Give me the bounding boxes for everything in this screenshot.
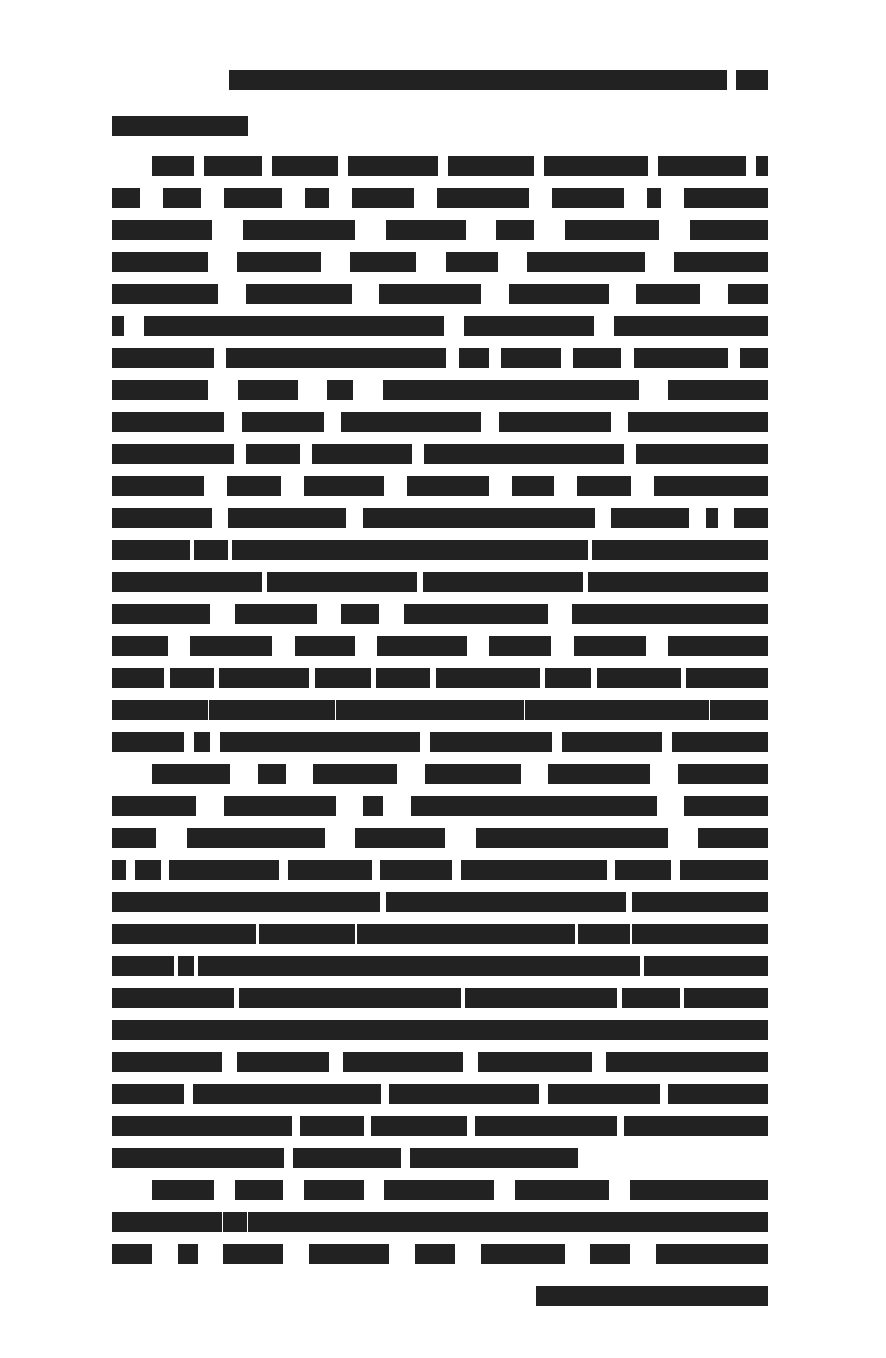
redacted-word	[246, 444, 300, 464]
redacted-word	[112, 1244, 152, 1264]
redacted-word	[684, 796, 768, 816]
redacted-word	[300, 1116, 364, 1136]
redacted-word	[152, 1180, 214, 1200]
redacted-word	[515, 1180, 609, 1200]
redacted-word	[228, 508, 346, 528]
paragraph-1-line	[112, 444, 768, 466]
redacted-word	[223, 1244, 283, 1264]
redacted-word	[654, 476, 768, 496]
redacted-word	[232, 540, 588, 560]
redacted-word	[523, 1020, 650, 1040]
redacted-word	[690, 220, 768, 240]
redacted-word	[112, 188, 140, 208]
redacted-word	[112, 668, 164, 688]
redacted-word	[229, 70, 727, 90]
redacted-word	[239, 700, 335, 720]
redacted-word	[357, 924, 575, 944]
redacted-word	[312, 444, 412, 464]
redacted-word	[239, 988, 461, 1008]
paragraph-1-line	[112, 668, 768, 690]
redacted-word	[112, 220, 212, 240]
paragraph-1-line	[112, 188, 768, 210]
paragraph-1-line	[112, 604, 768, 626]
redacted-word	[622, 988, 680, 1008]
redacted-word	[163, 188, 201, 208]
redacted-word	[572, 604, 768, 624]
redacted-word	[112, 1148, 284, 1168]
redacted-word	[112, 988, 234, 1008]
redacted-word	[614, 316, 768, 336]
redacted-word	[313, 764, 397, 784]
redacted-word	[636, 444, 768, 464]
redacted-word	[112, 860, 126, 880]
redacted-word	[112, 476, 204, 496]
paragraph-2-line	[152, 764, 768, 786]
redacted-word	[341, 412, 481, 432]
redacted-word	[293, 1148, 401, 1168]
redacted-word	[734, 508, 768, 528]
redacted-word	[425, 764, 521, 784]
redacted-word	[170, 668, 214, 688]
redacted-word	[624, 1116, 768, 1136]
redacted-word	[415, 1244, 455, 1264]
paragraph-1-line	[112, 252, 768, 274]
redacted-word	[112, 956, 174, 976]
redacted-word	[193, 1084, 381, 1104]
running-header	[220, 70, 768, 92]
redacted-word	[552, 188, 624, 208]
redacted-word	[152, 764, 230, 784]
redacted-word	[376, 668, 430, 688]
paragraph-2-line	[112, 1052, 768, 1074]
redacted-word	[267, 572, 417, 592]
redacted-word	[448, 156, 534, 176]
redacted-word	[436, 668, 540, 688]
paragraph-1-line	[112, 412, 768, 434]
redacted-word	[224, 188, 282, 208]
section-heading-line	[112, 116, 257, 138]
redacted-word	[194, 732, 210, 752]
redacted-word	[465, 988, 617, 1008]
redacted-word	[512, 476, 554, 496]
redacted-word	[410, 1148, 578, 1168]
redacted-word	[305, 188, 329, 208]
redacted-word	[545, 668, 591, 688]
redacted-word	[674, 252, 768, 272]
redacted-word	[112, 284, 218, 304]
paragraph-1-line	[152, 156, 768, 178]
paragraph-2-line	[112, 828, 768, 850]
redacted-word	[380, 860, 452, 880]
redacted-word	[411, 796, 657, 816]
redacted-word	[242, 412, 324, 432]
redacted-word	[178, 956, 194, 976]
redacted-word	[315, 668, 371, 688]
redacted-word	[573, 348, 621, 368]
redacted-word	[562, 732, 662, 752]
paragraph-1-line	[112, 316, 768, 338]
redacted-word	[464, 316, 594, 336]
redacted-word	[656, 1244, 768, 1264]
redacted-word	[536, 1286, 768, 1306]
redacted-word	[379, 284, 481, 304]
redacted-word	[288, 860, 372, 880]
redacted-word	[187, 828, 325, 848]
paragraph-1-line	[112, 572, 768, 594]
redacted-word	[169, 860, 279, 880]
redacted-word	[423, 572, 583, 592]
redacted-word	[377, 636, 467, 656]
paragraph-1-line	[112, 476, 768, 498]
redacted-word	[363, 796, 383, 816]
redacted-word	[246, 284, 352, 304]
redacted-word	[112, 796, 196, 816]
redacted-word	[384, 1180, 494, 1200]
redacted-word	[668, 1084, 768, 1104]
redacted-word	[152, 156, 194, 176]
redacted-word	[223, 1212, 247, 1232]
redacted-word	[686, 668, 768, 688]
paragraph-3-line	[152, 1180, 768, 1202]
paragraph-2-line	[112, 1020, 768, 1042]
redacted-word	[525, 700, 625, 720]
redacted-word	[588, 572, 768, 592]
paragraph-3-line	[112, 1244, 768, 1266]
redacted-word	[112, 1212, 222, 1232]
redacted-word	[198, 956, 640, 976]
paragraph-2-line	[112, 956, 768, 978]
redacted-word	[112, 892, 380, 912]
paragraph-2-line	[112, 1084, 768, 1106]
redacted-word	[235, 1180, 283, 1200]
redacted-word	[548, 1084, 660, 1104]
redacted-word	[430, 732, 552, 752]
redacted-word	[565, 220, 659, 240]
redacted-word	[668, 380, 768, 400]
redacted-word	[224, 796, 336, 816]
redacted-word	[578, 924, 630, 944]
redacted-word	[496, 220, 534, 240]
redacted-word	[371, 1116, 467, 1136]
redacted-word	[248, 1212, 768, 1232]
redacted-word	[592, 540, 768, 560]
redacted-word	[327, 380, 353, 400]
redacted-word	[424, 444, 624, 464]
redacted-word	[226, 348, 446, 368]
redacted-word	[112, 508, 212, 528]
redacted-word	[227, 476, 281, 496]
redacted-word	[509, 284, 609, 304]
redacted-word	[459, 348, 489, 368]
redacted-word	[527, 252, 645, 272]
paragraph-1-line	[112, 220, 768, 242]
redacted-word	[363, 508, 595, 528]
redacted-word	[597, 668, 681, 688]
redacted-word	[672, 732, 768, 752]
redacted-word	[389, 1084, 539, 1104]
redacted-word	[304, 1180, 364, 1200]
redacted-word	[680, 860, 768, 880]
paragraph-1-line	[112, 700, 768, 722]
redacted-word	[544, 156, 648, 176]
redacted-word	[632, 892, 768, 912]
paragraph-2-line	[112, 892, 768, 914]
redacted-word	[407, 476, 489, 496]
redacted-word	[209, 700, 239, 720]
redacted-word	[630, 1180, 768, 1200]
redacted-word	[644, 956, 768, 976]
redacted-word	[386, 892, 626, 912]
paragraph-1-line	[112, 348, 768, 370]
redacted-word	[112, 924, 256, 944]
redacted-word	[258, 764, 286, 784]
redacted-word	[499, 412, 611, 432]
redacted-word	[112, 732, 184, 752]
redacted-word	[112, 636, 168, 656]
redacted-word	[190, 636, 272, 656]
paragraph-2-line	[112, 988, 768, 1010]
redacted-word	[736, 70, 768, 90]
redacted-word	[668, 636, 768, 656]
redacted-word	[574, 636, 646, 656]
redacted-word	[112, 1020, 328, 1040]
redacted-word	[112, 1084, 184, 1104]
redacted-word	[112, 1052, 222, 1072]
redacted-word	[112, 252, 208, 272]
redacted-word	[611, 508, 689, 528]
paragraph-1-line	[112, 732, 768, 754]
redacted-word	[112, 604, 210, 624]
paragraph-1-line	[112, 380, 768, 402]
redacted-word	[728, 284, 768, 304]
redacted-word	[606, 1052, 768, 1072]
redacted-word	[632, 924, 768, 944]
redacted-word	[112, 828, 156, 848]
redacted-word	[259, 924, 355, 944]
paragraph-3-line	[112, 1212, 768, 1234]
redacted-word	[636, 284, 700, 304]
redacted-word	[336, 700, 524, 720]
redacted-word	[135, 860, 161, 880]
redacted-word	[476, 828, 668, 848]
redacted-word	[237, 252, 321, 272]
redacted-word	[235, 604, 317, 624]
redacted-word	[355, 828, 445, 848]
redacted-word	[625, 700, 709, 720]
redacted-word	[386, 220, 466, 240]
redacted-word	[112, 700, 208, 720]
redacted-word	[634, 348, 728, 368]
paragraph-2-line	[112, 860, 768, 882]
redacted-word	[112, 1116, 292, 1136]
redacted-word	[220, 732, 420, 752]
redacted-word	[304, 476, 384, 496]
redacted-word	[404, 604, 548, 624]
redacted-word	[112, 380, 208, 400]
paragraph-2-line	[112, 1148, 587, 1170]
redacted-word	[698, 828, 768, 848]
redacted-word	[489, 636, 551, 656]
redacted-word	[350, 252, 416, 272]
redacted-word	[348, 156, 438, 176]
redacted-word	[219, 668, 309, 688]
footer-line	[527, 1286, 768, 1308]
redacted-word	[383, 380, 639, 400]
redacted-word	[678, 764, 768, 784]
redacted-word	[341, 604, 379, 624]
redacted-word	[649, 1020, 733, 1040]
redacted-word	[628, 412, 768, 432]
redacted-word	[740, 348, 768, 368]
redacted-word	[684, 988, 768, 1008]
redacted-word	[112, 412, 224, 432]
redacted-word	[272, 156, 338, 176]
redacted-word	[144, 316, 444, 336]
redacted-word	[756, 156, 768, 176]
redacted-word	[112, 572, 262, 592]
redacted-word	[577, 476, 631, 496]
redacted-word	[478, 1052, 592, 1072]
redacted-word	[548, 764, 650, 784]
redacted-word	[446, 252, 498, 272]
redacted-word	[647, 188, 661, 208]
redacted-word	[112, 348, 214, 368]
redacted-word	[243, 220, 355, 240]
redacted-word	[328, 1020, 523, 1040]
redacted-word	[733, 1020, 768, 1040]
redacted-word	[238, 380, 298, 400]
redacted-word	[352, 188, 414, 208]
redacted-word	[658, 156, 746, 176]
paragraph-2-line	[112, 1116, 768, 1138]
redacted-word	[112, 316, 124, 336]
redacted-word	[112, 444, 234, 464]
redacted-word	[178, 1244, 198, 1264]
redacted-word	[461, 860, 607, 880]
redacted-word	[475, 1116, 617, 1136]
redacted-word	[237, 1052, 329, 1072]
redacted-word	[194, 540, 228, 560]
redacted-word	[706, 508, 718, 528]
paragraph-2-line	[112, 796, 768, 818]
redacted-word	[437, 188, 529, 208]
redacted-word	[684, 188, 768, 208]
redacted-word	[615, 860, 671, 880]
paragraph-1-line	[112, 540, 768, 562]
redacted-word	[710, 700, 768, 720]
redacted-word	[204, 156, 262, 176]
redacted-word	[295, 636, 355, 656]
redacted-word	[112, 116, 248, 136]
redacted-word	[309, 1244, 389, 1264]
redacted-word	[590, 1244, 630, 1264]
paragraph-1-line	[112, 508, 768, 530]
paragraph-1-line	[112, 636, 768, 658]
paragraph-2-line	[112, 924, 768, 946]
paragraph-1-line	[112, 284, 768, 306]
redacted-word	[501, 348, 561, 368]
redacted-word	[343, 1052, 463, 1072]
redacted-word	[112, 540, 190, 560]
redacted-word	[481, 1244, 565, 1264]
